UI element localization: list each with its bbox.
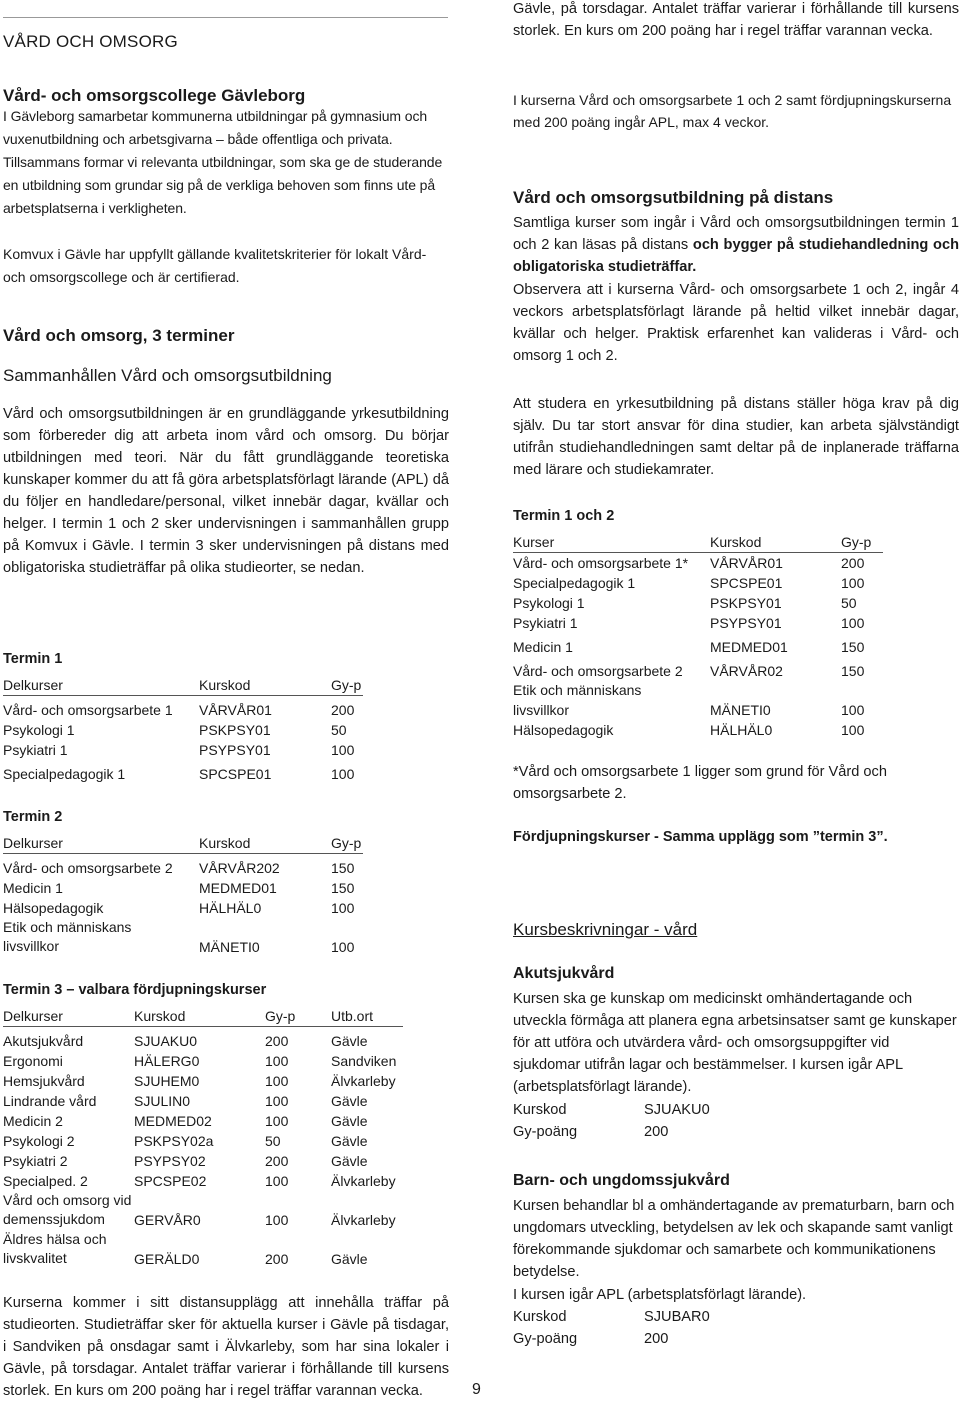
table-cell: 150 — [841, 663, 865, 679]
table-cell: 100 — [265, 1092, 289, 1109]
program-body: Vård och omsorgsutbildningen är en grundläggande yrkesutbildning som förbereder dig att arbeta inom vård och omsorg. Du börjar utbildningen med teori. När du fått grundläggande teoretiska kunskaper kommer du att få göra arbetsplatsförlagt lärande (APL) då du följer en handledare/personal, vilket innebär dagar, kvällar och helger. I termin 1 och 2 sker undervisningen i sammanhållen grupp på Komvux i Gävle. I termin 3 sker undervisningen på distans med obligatoriska studieträffar på olika studieorter, se nedan. — [3, 406, 449, 576]
table-cell: 50 — [331, 721, 347, 738]
distans-title: Vård och omsorgsutbildning på distans — [513, 188, 834, 207]
course-points-label: Gy-poäng — [513, 1331, 578, 1347]
table-cell: 50 — [265, 1132, 281, 1149]
table-cell: MÄNETI0 — [710, 702, 771, 718]
table-cell: Gävle — [331, 1152, 368, 1169]
table-cell — [513, 681, 710, 720]
table-cell: 100 — [841, 575, 865, 591]
distans-footnote: *Vård och omsorgsarbete 1 ligger som grund för Vård och omsorgsarbete 2. — [513, 764, 887, 802]
course-points-value: 200 — [644, 1331, 669, 1347]
course-apl-barn: I kursen igår APL (arbetsplatsförlagt lärande). — [513, 1287, 807, 1303]
table-cell: Vård- och omsorgsarbete 1 — [3, 701, 173, 718]
wrapped-cell-text: Äldres hälsa och livskvalitet — [3, 1230, 107, 1266]
table-cell: PSKPSY01 — [710, 595, 782, 611]
table-cell: 50 — [841, 595, 857, 611]
termin3-header-location: Utb.ort — [331, 1006, 403, 1027]
program-title: Vård och omsorg, 3 terminer — [3, 326, 235, 345]
college-certified: Komvux i Gävle har uppfyllt gällande kvalitetskriterier för lokalt Vård- och omsorgscollege och är certifierad. — [3, 246, 427, 285]
table-cell: SJUHEM0 — [134, 1072, 200, 1089]
table-cell: Psykiatri 1 — [513, 615, 578, 631]
table-cell: Älvkarleby — [331, 1211, 396, 1228]
table-cell: PSKPSY02a — [134, 1132, 214, 1149]
table-cell: Specialpedagogik 1 — [3, 765, 126, 782]
termin2-header-code: Kurskod — [199, 833, 331, 854]
table-cell: VÅRVÅR202 — [199, 859, 280, 876]
table-cell: SPCSPE02 — [134, 1172, 207, 1189]
table-cell: Psykologi 2 — [3, 1132, 75, 1149]
table-cell — [3, 1191, 134, 1230]
termin3-distance-note-cont — [513, 0, 959, 64]
table-cell — [3, 1230, 134, 1269]
table-cell: Gävle — [331, 1092, 368, 1109]
table-cell: 100 — [841, 722, 865, 738]
table-cell: MEDMED01 — [199, 879, 277, 896]
termin3-title: Termin 3 – valbara fördjupningskurser — [3, 982, 267, 998]
table-cell: MEDMED01 — [710, 639, 788, 655]
table-cell: Hälsopedagogik — [513, 722, 614, 738]
table-cell: VÅRVÅR02 — [710, 663, 783, 679]
course-code-value: SJUBAR0 — [644, 1309, 710, 1325]
table-cell: Medicin 2 — [3, 1112, 63, 1129]
termin3-distance-note: Kurserna kommer i sitt distansupplägg att innehålla träffar på studieorten. Studieträffar sker för aktuella kurser i Gävle på tisdagar, i Sandviken på onsdagar samt i Älvkarleby, som har sina lokaler i Gävle, på torsdagar. Antalet träffar varierar i förhållande till kursens storlek. En kurs om 200 poäng har i regel träffar varannan vecka. — [3, 1295, 449, 1399]
table-cell: Psykiatri 2 — [3, 1152, 68, 1169]
table-cell: Psykiatri 1 — [3, 741, 68, 758]
termin3-header-code: Kurskod — [134, 1006, 265, 1027]
table-cell: 100 — [265, 1211, 289, 1228]
table-cell: VÅRVÅR01 — [199, 701, 272, 718]
table-cell: Sandviken — [331, 1052, 397, 1069]
table-cell: PSYPSY02 — [134, 1152, 206, 1169]
table-cell: Etik och människans livsvillkor — [3, 918, 132, 954]
table-cell: 200 — [265, 1032, 289, 1049]
table-cell: 100 — [841, 615, 865, 631]
table-cell: Hälsopedagogik — [3, 899, 104, 916]
table-cell: MEDMED02 — [134, 1112, 212, 1129]
distans-table-title: Termin 1 och 2 — [513, 508, 615, 524]
table-cell: 150 — [841, 639, 865, 655]
table-cell: 200 — [265, 1152, 289, 1169]
table-cell: Gävle — [331, 1112, 368, 1129]
college-title: Vård- och omsorgscollege Gävleborg — [3, 86, 306, 105]
table-cell: 100 — [331, 938, 355, 955]
table-cell: Gävle — [331, 1032, 368, 1049]
table-cell: 100 — [265, 1172, 289, 1189]
distans-deepening: Fördjupningskurser - Samma upplägg som ”termin 3”. — [513, 829, 888, 845]
table-cell: Psykologi 1 — [3, 721, 75, 738]
page-number: 9 — [472, 1381, 481, 1398]
course-code-label: Kurskod — [513, 1102, 567, 1118]
table-cell: Specialpedagogik 1 — [513, 575, 636, 591]
table-cell: 150 — [331, 879, 355, 896]
table-cell: VÅRVÅR01 — [710, 555, 783, 571]
course-name-barn: Barn- och ungdomssjukvård — [513, 1172, 730, 1189]
table-cell: SJUAKU0 — [134, 1032, 198, 1049]
table-cell: SPCSPE01 — [710, 575, 783, 591]
table-cell: Vård- och omsorgsarbete 2 — [513, 663, 683, 679]
course-desc-barn: Kursen behandlar bl a omhändertagande av prematurbarn, barn och ungdomars utveckling, betydelsen av lek och skapande samt vanligt förekommande sjukdomar och samarbete och kommunikationens betydelse. — [513, 1198, 955, 1280]
distans-header-points: Gy-p — [841, 532, 883, 553]
termin1-header-course: Delkurser — [3, 675, 199, 696]
table-cell: Älvkarleby — [331, 1172, 396, 1189]
kursbeskrivningar-title: Kursbeskrivningar - vård — [513, 920, 698, 939]
termin2-table — [3, 833, 363, 957]
table-cell: 100 — [265, 1112, 289, 1129]
termin1-header-code: Kurskod — [199, 675, 331, 696]
distans-demand: Att studera en yrkesutbildning på distans ställer höga krav på dig själv. Du tar stort ansvar för dina studier, kan arbeta självständigt utifrån studiehandledningen samt deltar på de inplanerade träffarna med lärare och studiekamrater. — [513, 396, 959, 478]
distans-table — [513, 532, 883, 740]
table-cell: Medicin 1 — [513, 639, 573, 655]
table-cell: GERVÅR0 — [134, 1211, 201, 1228]
table-cell: 100 — [331, 765, 355, 782]
termin1-header-points: Gy-p — [331, 675, 363, 696]
table-cell: PSYPSY01 — [710, 615, 782, 631]
course-desc-akutsjukvard: Kursen ska ge kunskap om medicinskt omhändertagande och utveckla förmåga att planera egna arbetsinsatser samt ge kunskaper för att utföra och utvärdera vård- och omsorgsuppgifter vid sjukdomar utifrån lagar och bestämmelser. I kursen igår APL (arbetsplatsförlagt lärande). — [513, 991, 957, 1095]
header-rule — [3, 17, 448, 18]
college-body: I Gävleborg samarbetar kommunerna utbildningar på gymnasium och vuxenutbildning och arbetsgivarna – både offentliga och privata. Tillsammans formar vi relevanta utbildningar, som ska ge de studerande en utbildning som grundar sig på de verkliga behoven som finns ute på arbetsplatserna i verkligheten. — [3, 108, 443, 216]
termin2-header-course: Delkurser — [3, 833, 199, 854]
termin3-header-course: Delkurser — [3, 1006, 134, 1027]
table-cell: MÄNETI0 — [199, 938, 260, 955]
table-cell: 200 — [265, 1250, 289, 1267]
table-cell: Hemsjukvård — [3, 1072, 85, 1089]
distans-intro — [513, 212, 959, 278]
table-cell: 100 — [265, 1052, 289, 1069]
course-code-row-akutsjukvard — [513, 1099, 813, 1121]
termin3-table — [3, 1006, 403, 1269]
wrapped-cell-text: Etik och människans livsvillkor — [513, 682, 642, 718]
table-cell: Vård- och omsorgsarbete 1* — [513, 555, 689, 571]
course-points-value: 200 — [644, 1124, 669, 1140]
table-cell: Gävle — [331, 1250, 368, 1267]
table-cell: 100 — [331, 899, 355, 916]
program-subtitle: Sammanhållen Vård och omsorgsutbildning — [3, 366, 332, 385]
distans-header-code: Kurskod — [710, 532, 841, 553]
table-cell: HÄLERG0 — [134, 1052, 200, 1069]
course-code-label: Kurskod — [513, 1309, 567, 1325]
course-points-row-barn — [513, 1328, 813, 1350]
table-cell: Lindrande vård — [3, 1092, 97, 1109]
table-cell: 100 — [331, 741, 355, 758]
table-cell: 150 — [331, 859, 355, 876]
termin2-title: Termin 2 — [3, 809, 63, 825]
wrapped-cell-text: Vård och omsorg vid demenssjukdom — [3, 1191, 132, 1227]
table-cell: 200 — [841, 555, 865, 571]
termin3-header-points: Gy-p — [265, 1006, 331, 1027]
table-cell: SPCSPE01 — [199, 765, 272, 782]
table-cell: Ergonomi — [3, 1052, 63, 1069]
table-cell: GERÄLD0 — [134, 1250, 200, 1267]
termin1-title: Termin 1 — [3, 651, 63, 667]
table-cell: 100 — [841, 702, 865, 718]
table-cell: PSYPSY01 — [199, 741, 271, 758]
table-cell: Akutsjukvård — [3, 1032, 84, 1049]
table-cell: Psykologi 1 — [513, 595, 585, 611]
course-code-row-barn — [513, 1306, 813, 1328]
table-cell: SJULIN0 — [134, 1092, 191, 1109]
table-cell: 200 — [331, 701, 355, 718]
table-cell: HÄLHÄL0 — [710, 722, 773, 738]
table-cell: Specialped. 2 — [3, 1172, 88, 1189]
apl-note: I kurserna Vård och omsorgsarbete 1 och 2 samt fördjupningskurserna med 200 poäng ingår APL, max 4 veckor. — [513, 92, 952, 130]
course-name-akutsjukvard: Akutsjukvård — [513, 965, 615, 982]
course-points-row-akutsjukvard — [513, 1121, 813, 1143]
table-cell: Gävle — [331, 1132, 368, 1149]
distans-header-course: Kurser — [513, 532, 710, 553]
course-code-value: SJUAKU0 — [644, 1102, 710, 1118]
page-header-title: VÅRD OCH OMSORG — [3, 32, 178, 51]
termin2-header-points: Gy-p — [331, 833, 363, 854]
distance-note-overflow: Gävle, på torsdagar. Antalet träffar varierar i förhållande till kursens storlek. En kurs om 200 poäng har i regel träffar varannan vecka. — [513, 1, 959, 39]
table-cell: Vård- och omsorgsarbete 2 — [3, 859, 173, 876]
course-points-label: Gy-poäng — [513, 1124, 578, 1140]
table-cell: Medicin 1 — [3, 879, 63, 896]
termin1-table — [3, 675, 363, 784]
table-cell: HÄLHÄL0 — [199, 899, 262, 916]
distans-intro-text: Samtliga kurser som ingår i Vård och omsorgsutbildningen termin 1 och 2 kan läsas på distans — [513, 215, 959, 253]
table-cell: PSKPSY01 — [199, 721, 271, 738]
distans-intro-bold: och bygger på studiehandledning och obligatoriska studieträffar. — [513, 237, 959, 275]
distans-observe: Observera att i kurserna Vård- och omsorgsarbete 1 och 2, ingår 4 veckors arbetsplatsförlagt lärande på heltid vilket innebär dagar, kvällar och helger. Praktisk erfarenhet kan valideras i Vård- och omsorg 1 och 2. — [513, 282, 959, 364]
table-cell: 100 — [265, 1072, 289, 1089]
table-cell: Älvkarleby — [331, 1072, 396, 1089]
